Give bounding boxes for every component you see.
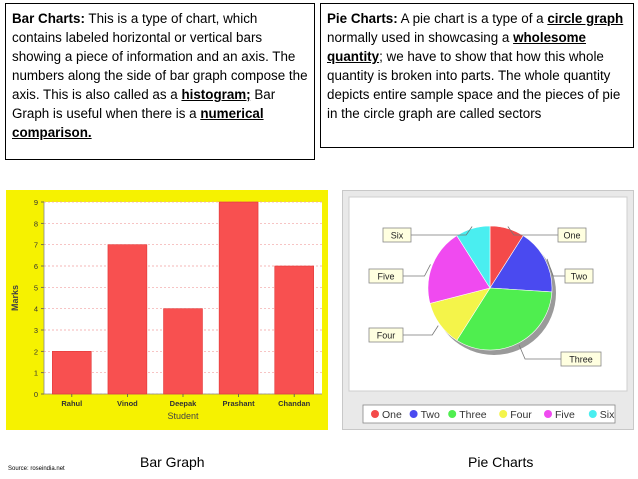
y-tick-label: 4 — [33, 304, 38, 314]
legend-swatch — [544, 410, 552, 418]
pie-slice-label: One — [563, 230, 581, 241]
bar — [275, 266, 314, 394]
legend-swatch — [499, 410, 507, 418]
x-tick-label: Rahul — [61, 399, 83, 408]
pie-slice-label: Five — [377, 271, 395, 282]
x-tick-label: Deepak — [169, 399, 197, 408]
pie-charts-description — [320, 3, 634, 148]
pie-text-part3: ; we have to show that how this whole quantity is broken into parts. The whole quantity depicts entire sample space and the pieces of pie in the circle graph are called sectors — [327, 49, 621, 121]
legend-entry: Two — [420, 409, 440, 421]
pie-slice-label: Four — [376, 330, 396, 341]
pie-chart — [343, 191, 633, 429]
pie-text-part1: A pie chart is a type of a — [397, 11, 548, 26]
y-tick-label: 2 — [33, 347, 38, 357]
y-tick-label: 8 — [33, 219, 38, 229]
y-tick-label: 5 — [33, 283, 38, 293]
legend-entry: Three — [459, 409, 487, 421]
bar-text-part1: This is a type of chart, which contains labeled horizontal or vertical bars showing a piece of information and an axis. The numbers along the side of bar graph compose the axis. This is also called as a — [12, 11, 308, 102]
y-tick-label: 7 — [33, 240, 38, 250]
bar — [164, 309, 203, 394]
x-tick-label: Prashant — [222, 399, 255, 408]
pie-text-part2: normally used in showcasing a — [327, 30, 514, 45]
y-tick-label: 9 — [33, 198, 38, 207]
numerical-comparison-term: numerical comparison. — [12, 106, 264, 140]
bar — [52, 351, 91, 394]
legend-swatch — [589, 410, 597, 418]
y-axis-label: Marks — [10, 284, 20, 312]
pie-charts-heading: Pie Charts: — [327, 11, 398, 26]
legend-swatch — [371, 410, 379, 418]
bar — [219, 202, 258, 394]
y-tick-label: 3 — [33, 326, 38, 335]
x-tick-label: Vinod — [117, 399, 138, 408]
legend-swatch — [448, 410, 456, 418]
histogram-term: histogram; — [181, 87, 251, 102]
y-tick-label: 6 — [33, 262, 38, 271]
bar-charts-heading: Bar Charts: — [12, 11, 85, 26]
y-tick-label: 1 — [33, 368, 38, 378]
wholesome-quantity-term: wholesome quantity — [327, 30, 587, 64]
legend-entry: Five — [555, 409, 575, 421]
pie-slice-label: Two — [570, 271, 588, 282]
legend-entry: Six — [599, 409, 615, 421]
bar-charts-description — [5, 3, 315, 160]
bar — [108, 245, 147, 394]
bar-text-part2: Bar Graph is useful when there is a — [12, 87, 276, 121]
x-axis-label: Student — [167, 411, 199, 421]
bar-graph-caption: Bar Graph — [140, 454, 205, 470]
pie-chart-panel — [342, 190, 634, 430]
bar-chart — [6, 190, 328, 430]
bar-chart-panel — [6, 190, 328, 430]
circle-graph-term: circle graph — [547, 11, 624, 26]
pie-charts-caption: Pie Charts — [468, 454, 534, 470]
x-tick-label: Chandan — [278, 399, 311, 408]
pie-slice-label: Six — [390, 230, 404, 241]
legend-entry: One — [382, 409, 402, 421]
legend-entry: Four — [510, 409, 532, 421]
legend-swatch — [410, 410, 418, 418]
source-note: Source: roseindia.net — [8, 466, 65, 472]
pie-slice-label: Three — [569, 354, 593, 365]
y-tick-label: 0 — [33, 390, 38, 399]
